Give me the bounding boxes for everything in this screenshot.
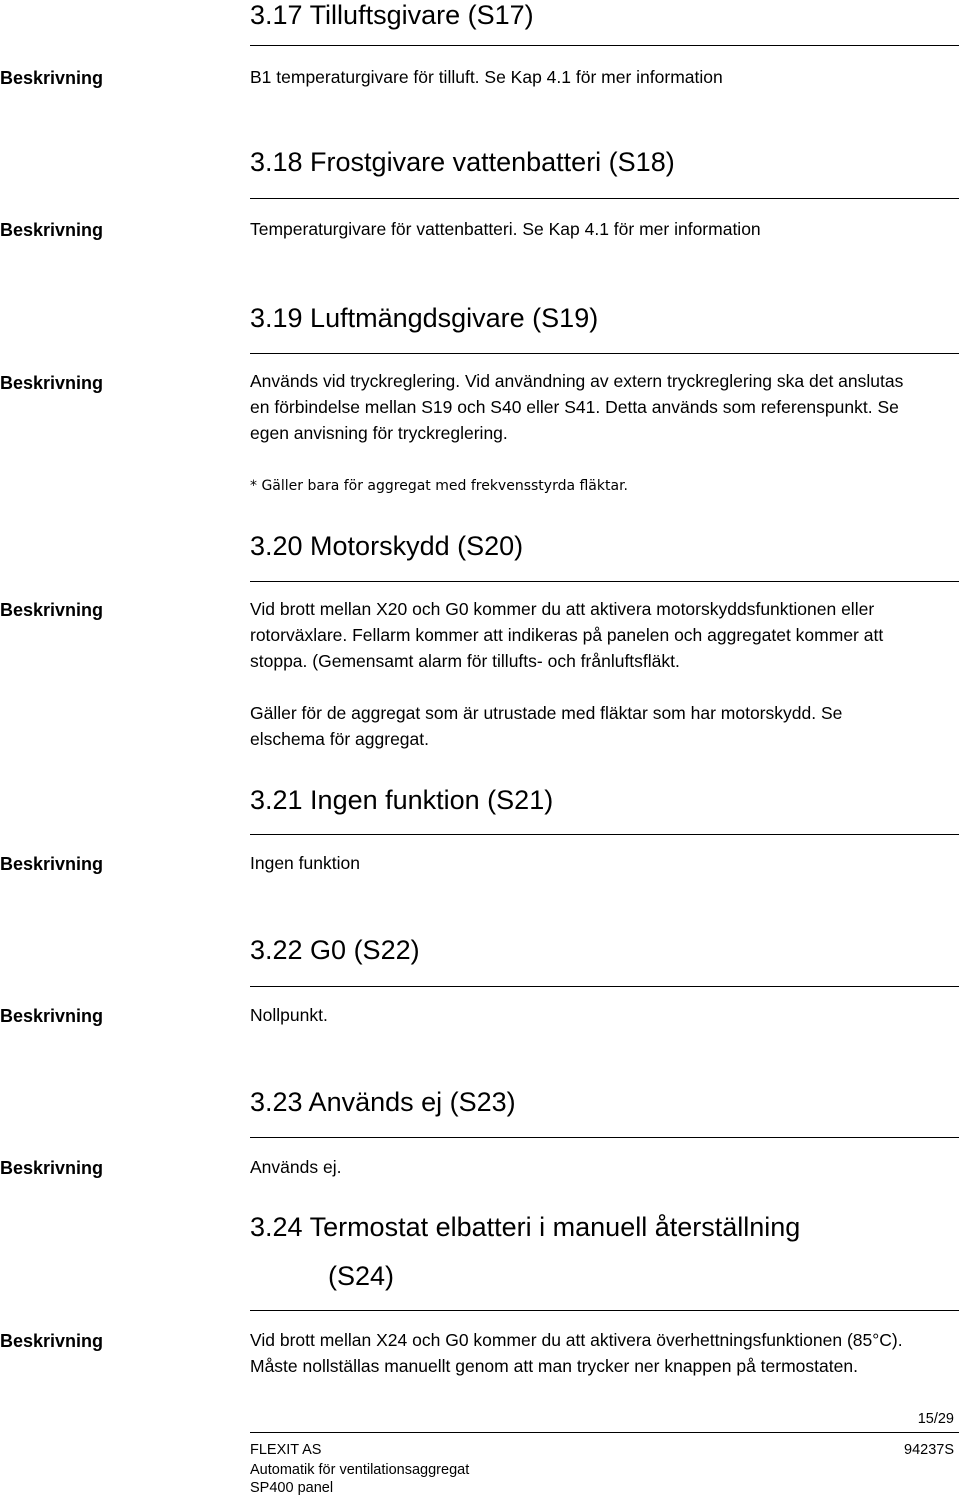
footer-subtitle: Automatik för ventilationsaggregat <box>250 1462 470 1478</box>
section-text-s23: Används ej. <box>250 1157 342 1177</box>
section-divider <box>250 581 959 582</box>
text-line: Måste nollställas manuellt genom att man trycker ner knappen på termostaten. <box>250 1356 858 1376</box>
section-title-s21: 3.21 Ingen funktion (S21) <box>250 785 554 815</box>
section-text-s19 <box>250 368 950 446</box>
section-title-s24-cont: (S24) <box>328 1261 395 1291</box>
description-label: Beskrivning <box>0 600 104 620</box>
description-label: Beskrivning <box>0 68 104 88</box>
section-text-s24 <box>250 1327 950 1379</box>
text-line: stoppa. (Gemensamt alarm för tillufts- och frånluftsfläkt. <box>250 651 680 671</box>
section-title-s20: 3.20 Motorskydd (S20) <box>250 531 524 561</box>
footer-product: SP400 panel <box>250 1480 334 1496</box>
section-title-s17: 3.17 Tilluftsgivare (S17) <box>250 0 534 30</box>
text-line: Vid brott mellan X20 och G0 kommer du att aktivera motorskyddsfunktionen eller <box>250 599 875 619</box>
section-divider <box>250 1310 959 1311</box>
section-title-s22: 3.22 G0 (S22) <box>250 935 420 965</box>
section-divider <box>250 45 959 46</box>
text-line: Gäller för de aggregat som är utrustade med fläktar som har motorskydd. Se <box>250 703 843 723</box>
footer-divider <box>250 1432 959 1433</box>
section-divider <box>250 834 959 835</box>
page-number: 15/29 <box>917 1411 954 1427</box>
description-label: Beskrivning <box>0 373 104 393</box>
section-title-s24: 3.24 Termostat elbatteri i manuell återställning <box>250 1212 801 1242</box>
text-line: elschema för aggregat. <box>250 729 429 749</box>
section-text-s18: Temperaturgivare för vattenbatteri. Se Kap 4.1 för mer information <box>250 219 761 239</box>
section-title-s23: 3.23 Används ej (S23) <box>250 1087 516 1117</box>
text-line: egen anvisning för tryckreglering. <box>250 423 508 443</box>
section-title-s19: 3.19 Luftmängdsgivare (S19) <box>250 303 599 333</box>
description-label: Beskrivning <box>0 854 104 874</box>
description-label: Beskrivning <box>0 220 104 240</box>
section-divider <box>250 198 959 199</box>
description-label: Beskrivning <box>0 1158 104 1178</box>
footer-company: FLEXIT AS <box>250 1442 322 1458</box>
text-line: en förbindelse mellan S19 och S40 eller S41. Detta används som referenspunkt. Se <box>250 397 899 417</box>
section-divider <box>250 1137 959 1138</box>
text-line: Vid brott mellan X24 och G0 kommer du att aktivera överhettningsfunktionen (85°C). <box>250 1330 903 1350</box>
section-text-s20-extra <box>250 700 950 752</box>
footer-doc-number: 94237S <box>904 1442 954 1458</box>
text-line: Används vid tryckreglering. Vid användning av extern tryckreglering ska det anslutas <box>250 371 904 391</box>
description-label: Beskrivning <box>0 1006 104 1026</box>
section-title-s18: 3.18 Frostgivare vattenbatteri (S18) <box>250 147 675 177</box>
section-text-s20 <box>250 596 950 674</box>
description-label: Beskrivning <box>0 1331 104 1351</box>
section-text-s21: Ingen funktion <box>250 853 360 873</box>
footnote: * Gäller bara för aggregat med frekvensstyrda fläktar. <box>250 478 628 494</box>
section-text-s17: B1 temperaturgivare för tilluft. Se Kap 4.1 för mer information <box>250 67 723 87</box>
section-divider <box>250 986 959 987</box>
section-text-s22: Nollpunkt. <box>250 1005 328 1025</box>
text-line: rotorväxlare. Fellarm kommer att indikeras på panelen och aggregatet kommer att <box>250 625 884 645</box>
section-divider <box>250 353 959 354</box>
